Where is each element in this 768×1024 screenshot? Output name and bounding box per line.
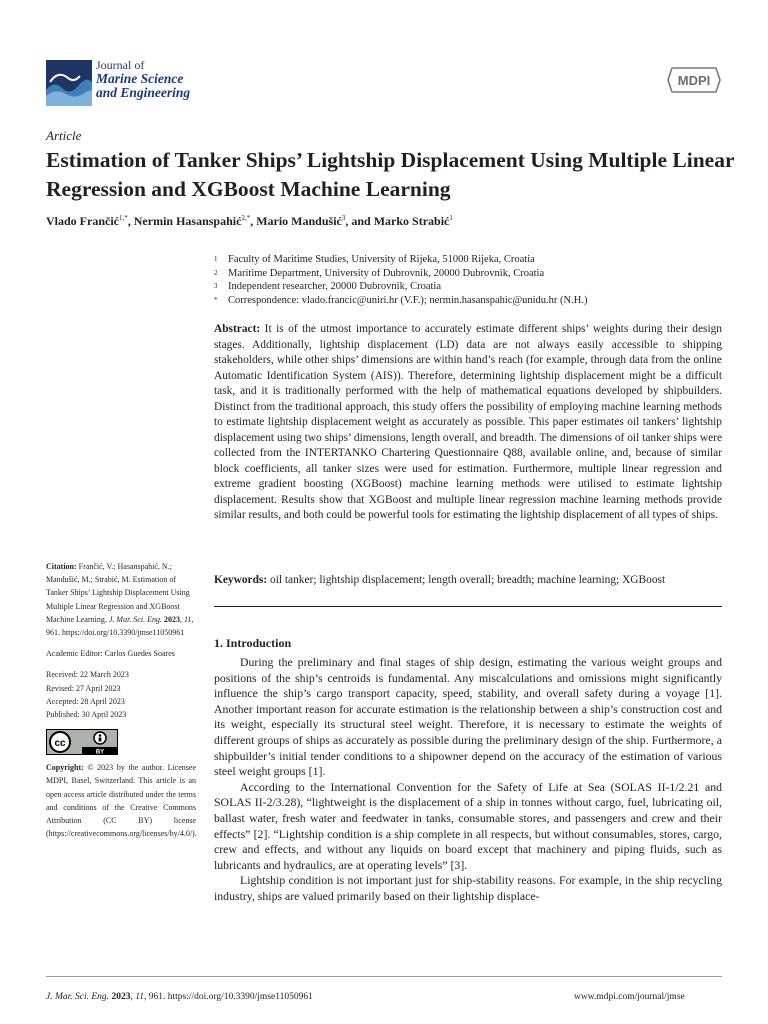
author-name: Marko Strabić [373, 214, 450, 228]
revised-date: Revised: 27 April 2023 [46, 683, 121, 693]
author-affiliation-mark: 1 [449, 214, 453, 222]
svg-text:BY: BY [95, 749, 105, 756]
citation-year: 2023 [163, 614, 180, 624]
journal-name [96, 58, 190, 100]
affiliation-item [214, 280, 724, 294]
mdpi-logo-text: MDPI [677, 73, 711, 88]
academic-editor [46, 647, 196, 660]
citation-doi[interactable]: , 961. https://doi.org/10.3390/jmse11050961 [46, 614, 194, 638]
journal-name-line3: and Engineering [96, 85, 191, 100]
affiliation-mark: * [214, 295, 218, 304]
intro-paragraph: Lightship condition is not important just for ship-stability reasons. For example, in the ship recycling industry, ships are valued primarily based on their lightship displace- [214, 873, 722, 903]
affiliation-text: Maritime Department, University of Dubrovnik, 20000 Dubrovnik, Croatia [228, 267, 545, 279]
published-date: Published: 30 April 2023 [46, 710, 127, 720]
author-separator: , and [345, 214, 374, 228]
author-name: Vlado Frančić [46, 214, 119, 228]
footer-year: 2023 [111, 992, 131, 1002]
copyright-label: Copyright: [46, 763, 84, 773]
abstract [214, 322, 722, 524]
author-name: Mario Mandušić [256, 214, 342, 228]
author-separator: , [250, 214, 257, 228]
intro-paragraph: During the preliminary and final stages of ship design, estimating the various weight groups and positions of the ship’s centroids is fundamental. Any miscalculations and omissions might significantly influence the ship’s cargo transport capacity, speed, stability, and overall safety during a voyage [1]. Another important reason for accurate estimation is the relationship between a ship’s construction cost and its weight, especially its structural steel weight. Therefore, it is necessary to estimate the weights of different groups of ships as accurately as possible during the preliminary design of the ship. Furthermore, a shipbuilder’s initial tender conditions to a shipowner depend on the accuracy of the estimation of various steel weight groups [1]. [214, 655, 722, 779]
intro-paragraph: According to the International Convention for the Safety of Life at Sea (SOLAS II-1/2.21 and SOLAS II-2/3.28), “lightweight is the displacement of a ship in tonnes without cargo, fuel, lubricating oil, ballast water, fresh water and feedwater in tanks, consumable stores, and passengers and crew and their effects” [2]. “Lightship condition is a ship complete in all respects, but without consumables, stores, cargo, crew and effects, and without any liquids on board except that machinery and piping fluids, such as lubricants and hydraulics, are at operating levels” [3]. [214, 779, 722, 872]
affiliation-text: Correspondence: vlado.francic@uniri.hr (V.F.); nermin.hasanspahic@unidu.hr (N.H.) [228, 294, 588, 306]
author-affiliation-mark: 2,* [241, 214, 251, 222]
cc-by-license-icon[interactable] [46, 729, 118, 755]
author-affiliation-mark: 3 [341, 214, 346, 222]
paper-title: Estimation of Tanker Ships’ Lightship Displacement Using Multiple Linear Regression and XGBoost Machine Learning [46, 148, 735, 201]
footer-journal-abbr: J. Mar. Sci. Eng. [46, 992, 110, 1002]
wave-logo-icon [46, 60, 92, 106]
affiliation-item [214, 267, 724, 281]
footer-doi[interactable]: , 961. https://doi.org/10.3390/jmse11050961 [143, 992, 313, 1002]
received-date: Received: 22 March 2023 [46, 670, 129, 680]
citation-block: Citation: Frančić, V.; Hasanspahić, N.; Mandušić, M.; Strabić, M. Estimation of Tanker Ships’ Lightship Displacement Using Multiple Linear Regression and XGBoost Machine Learning. J. Mar. Sci. Eng. 2023, 11, 961. https://doi.org/10.3390/jmse11050961 [46, 562, 194, 638]
footer-volume: 11 [135, 992, 144, 1002]
introduction-body [214, 655, 722, 905]
section-divider [214, 606, 722, 607]
section-heading-introduction: 1. Introduction [214, 636, 292, 650]
affiliation-text: Faculty of Maritime Studies, University of Rijeka, 51000 Rijeka, Croatia [228, 254, 535, 265]
author-list [46, 214, 453, 229]
journal-name-line1: Journal of [96, 58, 145, 72]
article-type: Article [46, 128, 82, 143]
affiliation-mark: 2 [214, 268, 218, 277]
copyright-text: © 2023 by the author. Licensee MDPI, Basel, Switzerland. This article is an open access article distributed under the terms and conditions of the Creative Commons Attribution (CC BY) license (https://creativecommons.org/licenses/by/4.0/). [46, 763, 197, 839]
article-metadata-sidebar [46, 560, 196, 840]
affiliation-mark: 3 [214, 282, 218, 290]
affiliation-mark: 1 [214, 255, 218, 263]
journal-name-line2: Marine Science [96, 71, 184, 86]
footer-website[interactable]: www.mdpi.com/journal/jmse [574, 992, 685, 1002]
author-affiliation-mark: 1,* [119, 214, 128, 222]
author-name: Nermin Hasanspahić [133, 214, 242, 228]
citation-journal: J. Mar. Sci. Eng. [108, 614, 162, 624]
abstract-label: Abstract: [214, 323, 261, 335]
affiliation-text: Independent researcher, 20000 Dubrovnik, Croatia [228, 281, 442, 292]
affiliation-list [214, 253, 724, 307]
editor-name: Carlos Guedes Soares [104, 649, 175, 659]
keywords [214, 574, 722, 586]
footer-divider [46, 976, 722, 977]
footer-citation: J. Mar. Sci. Eng. 2023, 11, 961. https://doi.org/10.3390/jmse11050961 [46, 992, 313, 1002]
author-separator: , [127, 214, 134, 228]
citation-label: Citation: [46, 562, 77, 571]
mdpi-logo [666, 66, 722, 94]
accepted-date: Accepted: 28 April 2023 [46, 696, 125, 706]
citation-text: Frančić, V.; Hasanspahić, N.; Mandušić, M.; Strabić, M. Estimation of Tanker Ships’ Lightship Displacement Using Multiple Linear Regression and XGBoost Machine Learning. [46, 562, 190, 624]
keywords-text: oil tanker; lightship displacement; length overall; breadth; machine learning; XGBoost [270, 574, 666, 586]
copyright-notice [46, 761, 196, 840]
citation-volume: 11 [183, 614, 192, 624]
affiliation-item [214, 253, 724, 267]
affiliation-item [214, 294, 724, 308]
keywords-label: Keywords: [214, 574, 268, 586]
svg-text:cc: cc [54, 738, 66, 750]
abstract-text: It is of the utmost importance to accurately estimate different ships’ weights during their design stages. Additionally, lightship displacement (LD) data are not always easily accessible to shipping stakeholders, while other ships’ dimensions are within hand’s reach (for example, through data from the online Automatic Identification System (AIS)). Therefore, determining lightship displacement might be a difficult task, and it is traditionally performed with the help of mathematical equations developed by shipbuilders. Distinct from the traditional approach, this study offers the possibility of employing machine learning methods to estimate lightship displacement weight as accurately as possible. This paper estimates oil tankers’ lightship displacement using two ships’ dimensions, length overall, and breadth. The dimensions of oil tanker ships were collected from the INTERTANKO Chartering Questionnaire Q88, available online, and, because of similar block coefficients, all tanker sizes were used for estimation. Furthermore, multiple linear regression and extreme gradient boosting (XGBoost) machine learning methods were utilised to estimate lightship displacement. Results show that XGBoost and multiple linear regression machine learning methods provide similar results, and both could be powerful tools for estimating the lightship displacement of all types of ships. [214, 323, 722, 521]
editor-label: Academic Editor: [46, 649, 103, 659]
